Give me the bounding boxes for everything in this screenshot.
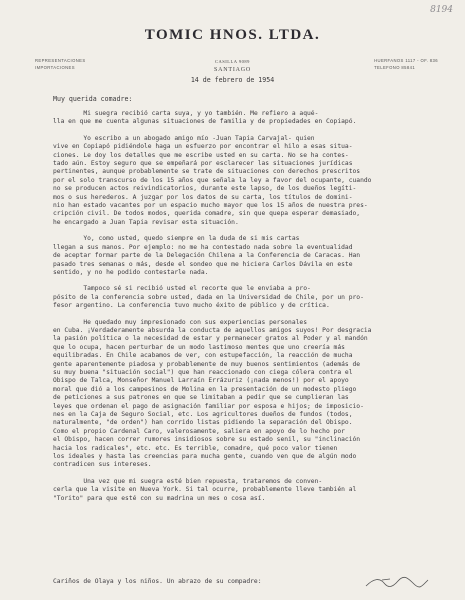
letterhead-right-line2: TELEFONO 85841	[374, 65, 416, 70]
paragraph: Yo escribo a un abogado amigo mío -Juan Tapia Carvajal- quien vive en Copiapó pidiéndole haga un esfuerzo por encontrar el hilo a esas situa- ciones. Le doy los detalles que me escribe usted en su carta. No se ha contes- tado aún. Estoy seguro que se empeñará por esclarecer las situaciones jurídicas pertinentes, aunque probablemente se trate de situaciones con derechos prescritos por el solo transcurso de los 15 años que señala la ley a favor del ocupante, cuando no se producen actos reivindicatorios, durante este lapso, de los dueños legíti- mos o sus herederos. A juzgar por los datos de su carta, los títulos de domini- nio han estado vacantes por un espacio mucho mayor que los 15 años de nuestra pres- cripción civil. De todos modos, querida comadre, sin que quepa esperar demasiado, he encargado a Juan Tapia revisar esta situación.	[53, 134, 372, 226]
salutation: Muy querida comadre:	[53, 95, 133, 103]
archive-number: 8194	[430, 5, 453, 15]
letterhead-center-line1: CASILLA 9089	[215, 59, 250, 64]
paragraph: Mi suegra recibió carta suya, y yo también. Me refiero a aqué- lla en que me cuenta algunas situaciones de familia y de propiedades en Copiapó.	[53, 110, 357, 126]
closing-line: Cariños de Olaya y los niños. Un abrazo de su compadre:	[53, 578, 262, 585]
letterhead-right	[374, 57, 438, 71]
letterhead-left-line1: REPRESENTACIONES	[35, 58, 86, 63]
letterhead-right-line1: HUERFANOS 1117 - OF. 836	[374, 58, 438, 63]
letter-date: 14 de febrero de 1954	[190, 76, 275, 84]
letterhead-left-line2: IMPORTACIONES	[35, 65, 75, 70]
letter-body	[53, 110, 428, 511]
paragraph: Una vez que mi suegra esté bien repuesta, trataremos de conven- cerla que la visite en Nueva York. Si tal ocurre, probablemente lleve también al "Torito" para que esté con su madrina un mes o cosa así.	[53, 477, 357, 502]
company-name: TOMIC HNOS. LTDA.	[144, 27, 321, 43]
paragraph: He quedado muy impresionado con sus experiencias personales en Cuba. ¡Verdaderamente absurda la conducta de aquellos amigos suyos! Por desgracia la pasión política o la necesidad de estar y permanecer gratos al Poder y al mandón que lo ocupa, hacen perturbar de un modo lastimoso mentes que uno creería más equilibradas. En Chile acabamos de ver, con estupefacción, la reacción de mucha gente aparentemente piadosa y probablemente de muy buenos sentimientos (además de su muy buena "situación social") que han reaccionado con ciega cólera contra el Obispo de Talca, Monseñor Manuel Larraín Errázuriz (¡nada menos!) por el apoyo moral que dió a los campesinos de Molina en la presentación de un modesto pliego de peticiones a sus patrones en que se limitaban a pedir que se cumplieran las leyes que ordenan el pago de asignación familiar por esposa e hijos; de imposicio- nes en la Caja de Seguro Social, etc. Los agricultores dueños de fundos (todos, naturalmente, "de orden") han corrido listas pidiendo la separación del Obispo. Como el propio Cardenal Caro, valerosamente, saliera en apoyo de lo hecho por el Obispo, hacen correr rumores insidiosos sobre su estado senil, su "inclinación hacia los radicales", etc. etc. Es terrible, comadre, qué poco valor tienen los ideales y hasta las creencias para mucha gente, cuando ven que de algún modo contradicen sus intereses.	[53, 318, 372, 469]
paragraph: Yo, como usted, quedo siempre en la duda de si mis cartas llegan a sus manos. Por ejemplo: no me ha contestado nada sobre la eventualidad de aceptar formar parte de la Delegación Chilena a la Conferencia de Caracas. Han pasado tres semanas o más, desde el sondeo que me hiciera Carlos Dávila en este sentido, y no he podido contestarle nada.	[53, 235, 361, 276]
letterhead-center-line2: SANTIAGO	[213, 67, 252, 73]
paragraph: Tampoco sé si recibió usted el recorte que le enviaba a pro- pósito de la conferencia sobre usted, dada en la Universidad de Chile, por un pro- fesor argentino. La conferencia tuvo mucho éxito de público y de crítica.	[53, 285, 364, 310]
handwritten-signature	[362, 574, 432, 592]
